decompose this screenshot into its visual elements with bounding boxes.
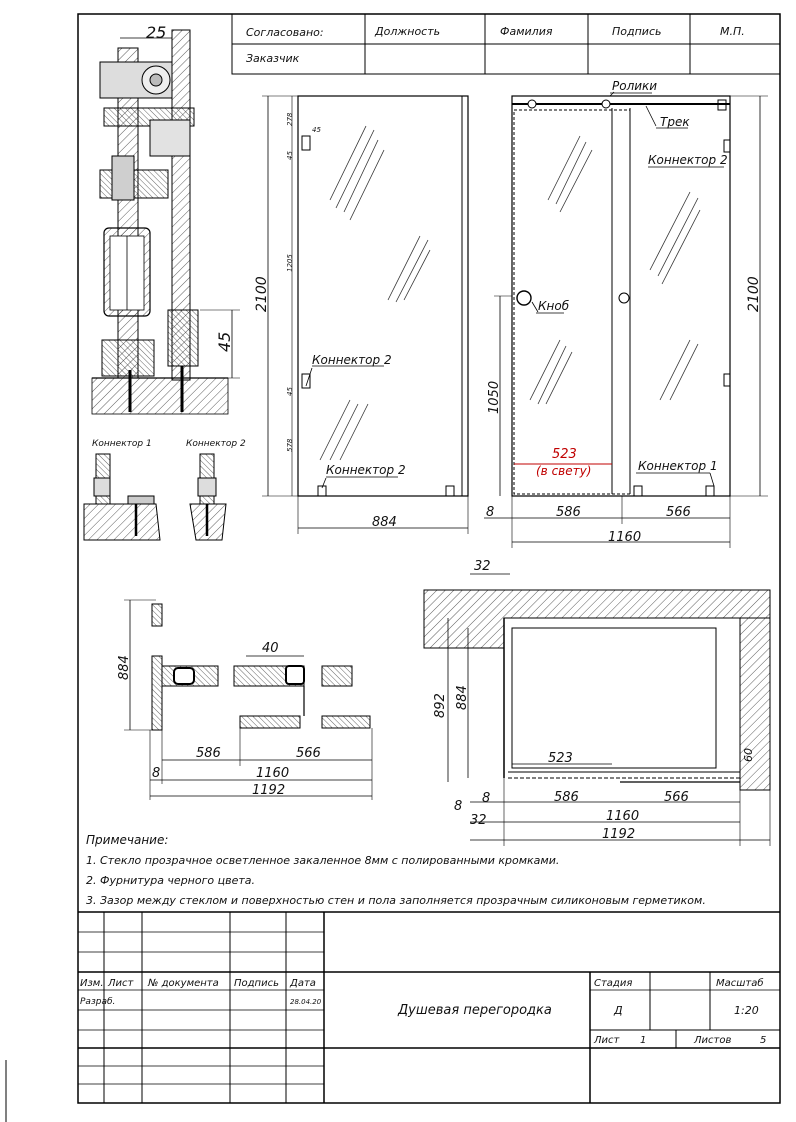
tb-scale-value: 1:20: [734, 1004, 759, 1017]
notes-title: Примечание:: [86, 833, 169, 847]
plan-view-left: [117, 600, 372, 800]
note-2: 2. Фурнитура черного цвета.: [86, 874, 255, 887]
track-label: Трек: [660, 115, 690, 129]
opening-note: (в свету): [536, 464, 592, 478]
tb-date: Дата: [290, 978, 316, 989]
dim-1205: 1205: [286, 254, 294, 272]
dim-278: 278: [286, 112, 294, 126]
dim-1050: 1050: [487, 380, 502, 414]
dim-40: 40: [262, 641, 279, 656]
dim-45-side: 45: [215, 331, 234, 352]
dim-32-bottom: 32: [470, 813, 487, 828]
dim-45-a: 45: [286, 151, 294, 160]
tb-list: Лист: [108, 978, 134, 989]
dim-523-opening: 523: [552, 447, 577, 462]
dim-8-room: 8: [482, 791, 491, 806]
tb-date-value: 28.04.20: [290, 998, 322, 1006]
approval-customer-label: Заказчик: [246, 52, 300, 65]
dim-45-top: 45: [312, 126, 321, 134]
dim-8-plan: 8: [152, 766, 161, 781]
approval-surname-header: Фамилия: [500, 25, 553, 38]
note-3: 3. Зазор между стеклом и поверхностью стен и пола заполняется прозрачным силиконовым герметиком.: [86, 894, 706, 907]
dim-884-plan: 884: [117, 655, 132, 680]
dim-586-plan: 586: [196, 746, 221, 761]
approval-position-header: Должность: [375, 25, 441, 38]
drawing-title: Душевая перегородка: [398, 1003, 552, 1018]
front-view-sliding-door: [484, 79, 768, 548]
rollers-label: Ролики: [612, 79, 658, 93]
connector-1-label: Коннектор 1: [92, 439, 152, 449]
dim-884-room: 884: [455, 685, 470, 710]
tb-stage-label: Стадия: [594, 978, 633, 989]
connector-2-leader-a: Коннектор 2: [312, 353, 392, 367]
dim-1160-room: 1160: [606, 809, 640, 824]
connector-details: [84, 439, 246, 540]
connector-2-label: Коннектор 2: [186, 439, 246, 449]
dim-578: 578: [286, 438, 294, 452]
dim-8-front: 8: [486, 505, 495, 520]
dim-1160-front: 1160: [608, 530, 642, 545]
approval-table: [232, 14, 780, 74]
tb-scale-label: Масштаб: [716, 978, 764, 989]
connector-2-right-label: Коннектор 2: [648, 153, 728, 167]
dim-586-front: 586: [556, 505, 581, 520]
approval-stamp-header: М.П.: [720, 25, 745, 38]
dim-1192-room: 1192: [602, 827, 636, 842]
front-view-fixed-panel: [254, 96, 468, 534]
approval-agreed-label: Согласовано:: [246, 26, 324, 39]
dim-566-front: 566: [666, 505, 691, 520]
dim-1192-plan: 1192: [252, 783, 286, 798]
dim-1160-plan: 1160: [256, 766, 290, 781]
dim-25: 25: [146, 23, 167, 42]
hardware-section-detail: [92, 23, 240, 414]
tb-sheet-no: 1: [640, 1035, 647, 1046]
connector-2-leader-b: Коннектор 2: [326, 463, 406, 477]
dim-523-plan: 523: [548, 751, 573, 766]
approval-signature-header: Подпись: [612, 25, 662, 38]
dim-45-b: 45: [286, 387, 294, 396]
dim-32-top: 32: [474, 559, 491, 574]
dim-586-room: 586: [554, 790, 579, 805]
connector-1-right-label: Коннектор 1: [638, 459, 718, 473]
notes-block: [86, 833, 706, 907]
dim-8-room-left: 8: [454, 799, 463, 814]
dim-2100-left: 2100: [254, 276, 270, 312]
tb-sheets-label: Листов: [694, 1035, 732, 1046]
tb-doc-no: № документа: [148, 978, 219, 989]
tb-izm: Изм.: [80, 978, 104, 989]
tb-stage-value: Д: [614, 1004, 623, 1017]
dim-566-room: 566: [664, 790, 689, 805]
tb-sheet-label: Лист: [594, 1035, 620, 1046]
plan-view-room: [424, 559, 770, 846]
tb-signature: Подпись: [234, 978, 279, 989]
tb-developed: Разраб.: [80, 997, 116, 1007]
dim-884-front: 884: [372, 515, 397, 530]
dim-892: 892: [433, 693, 448, 718]
dim-2100-right: 2100: [746, 276, 762, 312]
note-1: 1. Стекло прозрачное осветленное закаленное 8мм с полированными кромками.: [86, 854, 560, 867]
knob-label: Кноб: [538, 299, 570, 313]
dim-60: 60: [742, 748, 755, 762]
tb-sheets-total: 5: [760, 1035, 767, 1046]
dim-566-plan: 566: [296, 746, 321, 761]
